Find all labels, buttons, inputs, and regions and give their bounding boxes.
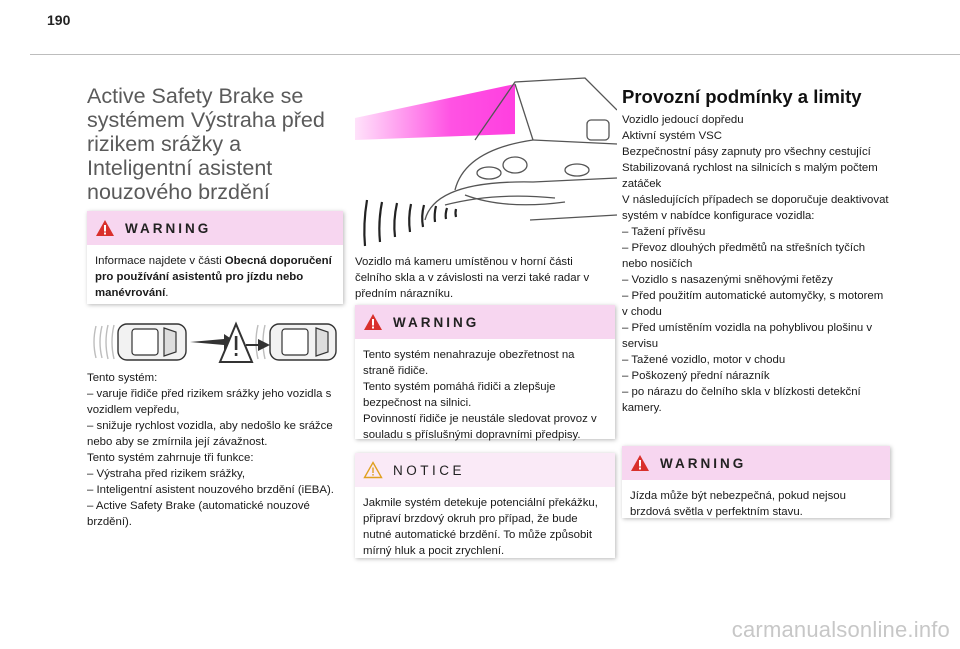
list-item: – Před použitím automatické automyčky, s motorem v chodu — [622, 290, 884, 318]
list-item: – Tažené vozidlo, motor v chodu — [622, 354, 786, 366]
notice-body: Jakmile systém detekuje potenciální překážku, připraví brzdový okruh pro případ, že bude nutné automatické brzdění. To může způsobit mírný hluk a pocit zrychlení. — [363, 497, 598, 557]
warning-box-general — [87, 211, 343, 304]
notice-triangle-icon — [363, 461, 383, 479]
list-item: – Poškozený přední nárazník — [622, 370, 770, 382]
notice-header — [355, 453, 615, 487]
list-item: – Před umístěním vozidla na pohyblivou plošinu v servisu — [622, 322, 873, 350]
list-item: – snižuje rychlost vozidla, aby nedošlo ke srážce nebo aby se zmírnila její závažnost. — [87, 420, 333, 448]
page-number: 190 — [47, 12, 71, 28]
condition-line: V následujících případech se doporučuje deaktivovat systém v nabídce konfigurace vozidla: — [622, 194, 889, 222]
van-camera-radar-illustration — [355, 70, 617, 250]
warning-body — [355, 339, 615, 451]
camera-beam — [355, 84, 515, 140]
warning-triangle-icon — [363, 313, 383, 331]
condition-line: Bezpečnostní pásy zapnuty pro všechny cestující — [622, 146, 871, 158]
list-item: – Vozidlo s nasazenými sněhovými řetězy — [622, 274, 833, 286]
warning-line: Tento systém nenahrazuje obezřetnost na straně řidiče. — [363, 349, 575, 377]
notice-box — [355, 453, 615, 558]
section-title: Provozní podmínky a limity — [622, 86, 862, 107]
system-description — [87, 370, 344, 530]
top-divider — [30, 54, 960, 55]
warning-label: WARNING — [393, 314, 480, 330]
warning-box-driver — [355, 305, 615, 439]
warning-label: WARNING — [125, 220, 212, 236]
warning-triangle-icon — [630, 454, 650, 472]
warning-line: Tento systém pomáhá řidiči a zlepšuje bezpečnost na silnici. — [363, 381, 556, 409]
warning-triangle-icon — [95, 219, 115, 237]
page-title: Active Safety Brake se systémem Výstraha před rizikem srážky a Inteligentní asistent nouzového brzdění — [87, 84, 325, 204]
paragraph: Tento systém zahrnuje tři funkce: — [87, 452, 254, 464]
warning-header — [87, 211, 343, 245]
list-item: – Active Safety Brake (automatické nouzové brzdění). — [87, 500, 310, 528]
warning-body — [87, 245, 343, 309]
warning-label: WARNING — [660, 455, 747, 471]
warning-line: Povinností řidiče je neustále sledovat provoz v souladu s příslušnými dopravními předpisy. — [363, 413, 597, 441]
warning-text-prefix: Informace najdete v části — [95, 255, 225, 267]
notice-label: NOTICE — [393, 462, 466, 478]
warning-box-brake-lights — [622, 446, 890, 518]
condition-line: Stabilizovaná rychlost na silnicích s malým počtem zatáček — [622, 162, 878, 190]
radar-waves-icon — [364, 200, 456, 246]
condition-line: Aktivní systém VSC — [622, 130, 723, 142]
list-item: – po nárazu do čelního skla v blízkosti detekční kamery. — [622, 386, 861, 414]
operating-conditions — [622, 112, 890, 416]
list-item: – Převoz dlouhých předmětů na střešních tyčích nebo nosičích — [622, 242, 866, 270]
rear-car-icon — [118, 324, 186, 360]
paragraph: Tento systém: — [87, 372, 158, 384]
warning-body: Jízda může být nebezpečná, pokud nejsou brzdová světla v perfektním stavu. — [630, 490, 846, 518]
camera-caption: Vozidlo má kameru umístěnou v horní části čelního skla a v závislosti na verzi také radar v předním nárazníku. — [355, 256, 590, 300]
warning-header — [355, 305, 615, 339]
front-car-icon — [270, 324, 336, 360]
warning-text-link: Obecná doporučení pro používání asistentů pro jízdu nebo manévrování — [95, 255, 332, 299]
warning-text-suffix: . — [165, 287, 169, 299]
condition-line: Vozidlo jedoucí dopředu — [622, 114, 744, 126]
list-item: – Výstraha před rizikem srážky, — [87, 468, 246, 480]
watermark: carmanualsonline.info — [731, 617, 950, 642]
list-item: – Inteligentní asistent nouzového brzdění (iEBA). — [87, 484, 334, 496]
collision-warning-illustration — [90, 316, 340, 368]
list-item: – Tažení přívěsu — [622, 226, 706, 238]
warning-header — [622, 446, 890, 480]
list-item: – varuje řidiče před rizikem srážky jeho vozidla s vozidlem vepředu, — [87, 388, 332, 416]
